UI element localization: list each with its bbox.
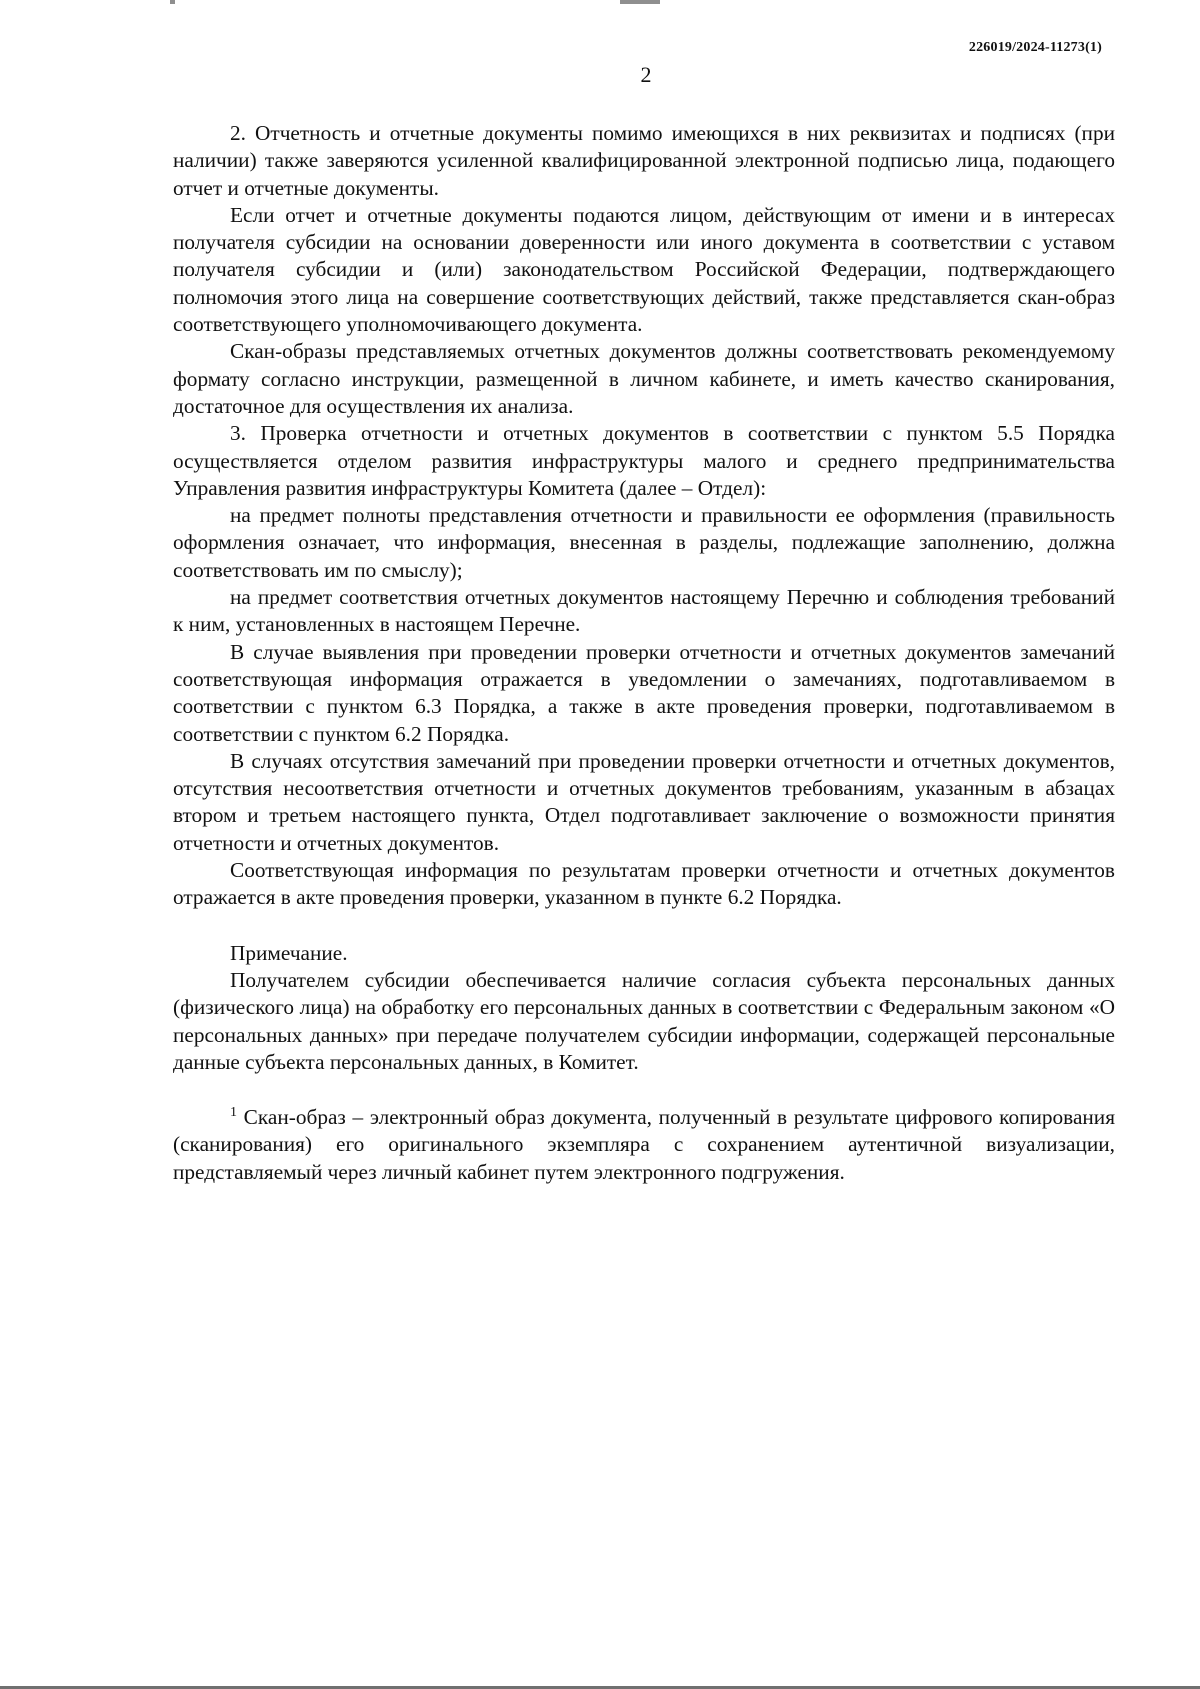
footnote — [173, 1104, 1115, 1186]
paragraph-7: В случае выявления при проведении проверки отчетности и отчетных документов замечаний соответствующая информация отражается в уведомлении о замечаниях, подготавливаемом в соответствии с пунктом 6.3 Порядка, а также в акте проведения проверки, подготавливаемом в соответствии с пунктом 6.2 Порядка. — [173, 639, 1115, 746]
footnote-mark: 1 — [230, 1105, 237, 1121]
paragraph-3: Скан-образы представляемых отчетных документов должны соответствовать рекомендуемому формату согласно инструкции, размещенной в личном кабинете, и иметь качество сканирования, достаточное для осуществления их анализа. — [173, 339, 1115, 418]
note-text: Получателем субсидии обеспечивается наличие согласия субъекта персональных данных (физического лица) на обработку его персональных данных в соответствии с Федеральным законом «О персональных данных» при передаче получателем субсидии информации, содержащей персональные данные субъекта персональных данных, в Комитет. — [173, 967, 1115, 1074]
scan-top-edge — [0, 0, 1200, 4]
paragraph-1: 2. Отчетность и отчетные документы помимо имеющихся в них реквизитах и подписях (при наличии) также заверяются усиленной квалифицированной электронной подписью лица, подающего отчет и отчетные документы. — [173, 121, 1115, 200]
paragraph-8: В случаях отсутствия замечаний при проведении проверки отчетности и отчетных документов, отсутствия несоответствия отчетности и отчетных документов требованиям, указанным в абзацах втором и третьем настоящего пункта, Отдел подготавливает заключение о возможности принятия отчетности и отчетных документов. — [173, 748, 1115, 855]
page-number: 2 — [640, 62, 652, 87]
note-heading: Примечание. — [230, 940, 348, 965]
paragraph-9: Соответствующая информация по результатам проверки отчетности и отчетных документов отражается в акте проведения проверки, указанном в пункте 6.2 Порядка. — [173, 858, 1115, 910]
footnote-text: Скан-образ – электронный образ документа, полученный в результате цифрового копирования (сканирования) его оригинального экземпляра с сохранением аутентичной визуализации, представляемый через личный кабинет путем электронного подгружения. — [173, 1105, 1115, 1184]
document-body — [173, 120, 1115, 1186]
paragraph-6: на предмет соответствия отчетных документов настоящему Перечню и соблюдения требований к ним, установленных в настоящем Перечне. — [173, 585, 1115, 637]
paragraph-2: Если отчет и отчетные документы подаются лицом, действующим от имени и в интересах получателя субсидии на основании доверенности или иного документа в соответствии с уставом получателя субсидии и (или) законодательством Российской Федерации, подтверждающего полномочия этого лица на совершение соответствующих действий, также представляется скан-образ соответствующего уполномочивающего документа. — [173, 202, 1115, 337]
paragraph-4: 3. Проверка отчетности и отчетных документов в соответствии с пунктом 5.5 Порядка осуществляется отделом развития инфраструктуры малого и среднего предпринимательства Управления развития инфраструктуры Комитета (далее – Отдел): — [173, 421, 1115, 500]
paragraph-5: на предмет полноты представления отчетности и правильности ее оформления (правильность оформления означает, что информация, внесенная в разделы, подлежащие заполнению, должна соответствовать им по смыслу); — [173, 503, 1115, 582]
document-number: 226019/2024-11273(1) — [968, 40, 1102, 55]
